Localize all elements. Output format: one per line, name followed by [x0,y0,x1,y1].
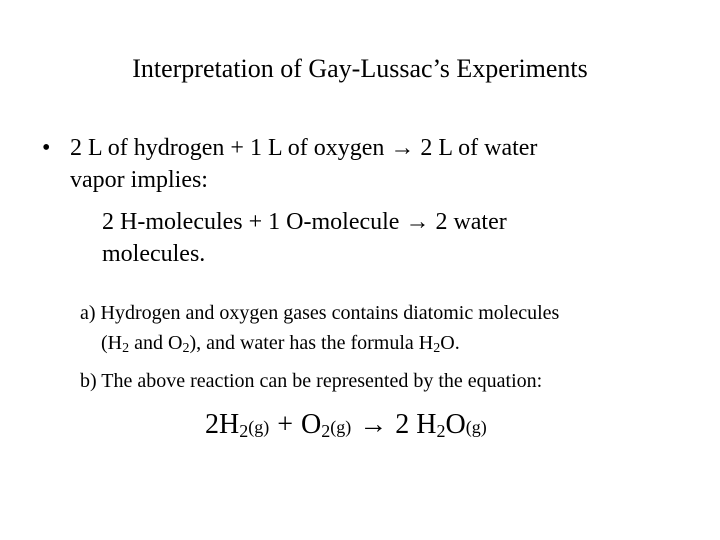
slide-title: Interpretation of Gay-Lussac’s Experiments [132,54,588,83]
bullet-text [70,132,670,196]
subscript: 2 [122,341,130,356]
bullet-marker: • [42,135,51,161]
eq-oxygen: O [301,409,322,440]
item-a-text: O. [440,332,460,354]
item-a-text: ), and water has the formula H [189,332,434,354]
eq-water-o: O [445,409,466,440]
state-label: (g) [330,417,352,437]
subscript: 2 [239,421,249,441]
sub-line-2: molecules. [102,241,206,267]
subscript: 2 [436,421,446,441]
subscript: 2 [321,421,331,441]
sub-line-1: 2 H-molecules + 1 O-molecule → 2 water [102,209,507,235]
item-b: b) The above reaction can be represented by the equation: [80,370,543,392]
subscript: 2 [433,341,441,356]
sub-statement [102,206,662,270]
bullet-line-2: vapor implies: [70,167,208,193]
item-a-line-2 [80,328,700,364]
item-a-line-1: a) Hydrogen and oxygen gases contains diatomic molecules [80,302,560,324]
eq-arrow: → [359,409,388,440]
eq-plus: + [277,409,294,440]
bullet-line-1: 2 L of hydrogen + 1 L of oxygen → 2 L of water [70,135,538,161]
item-a-text: and O [129,332,183,354]
eq-hydrogen: 2H [205,409,240,440]
state-label: (g) [465,417,487,437]
chemical-equation [205,405,487,451]
state-label: (g) [248,417,270,437]
item-a-text: (H [101,332,123,354]
subscript: 2 [182,341,190,356]
eq-water: 2 H [395,409,437,440]
item-a [80,298,700,364]
